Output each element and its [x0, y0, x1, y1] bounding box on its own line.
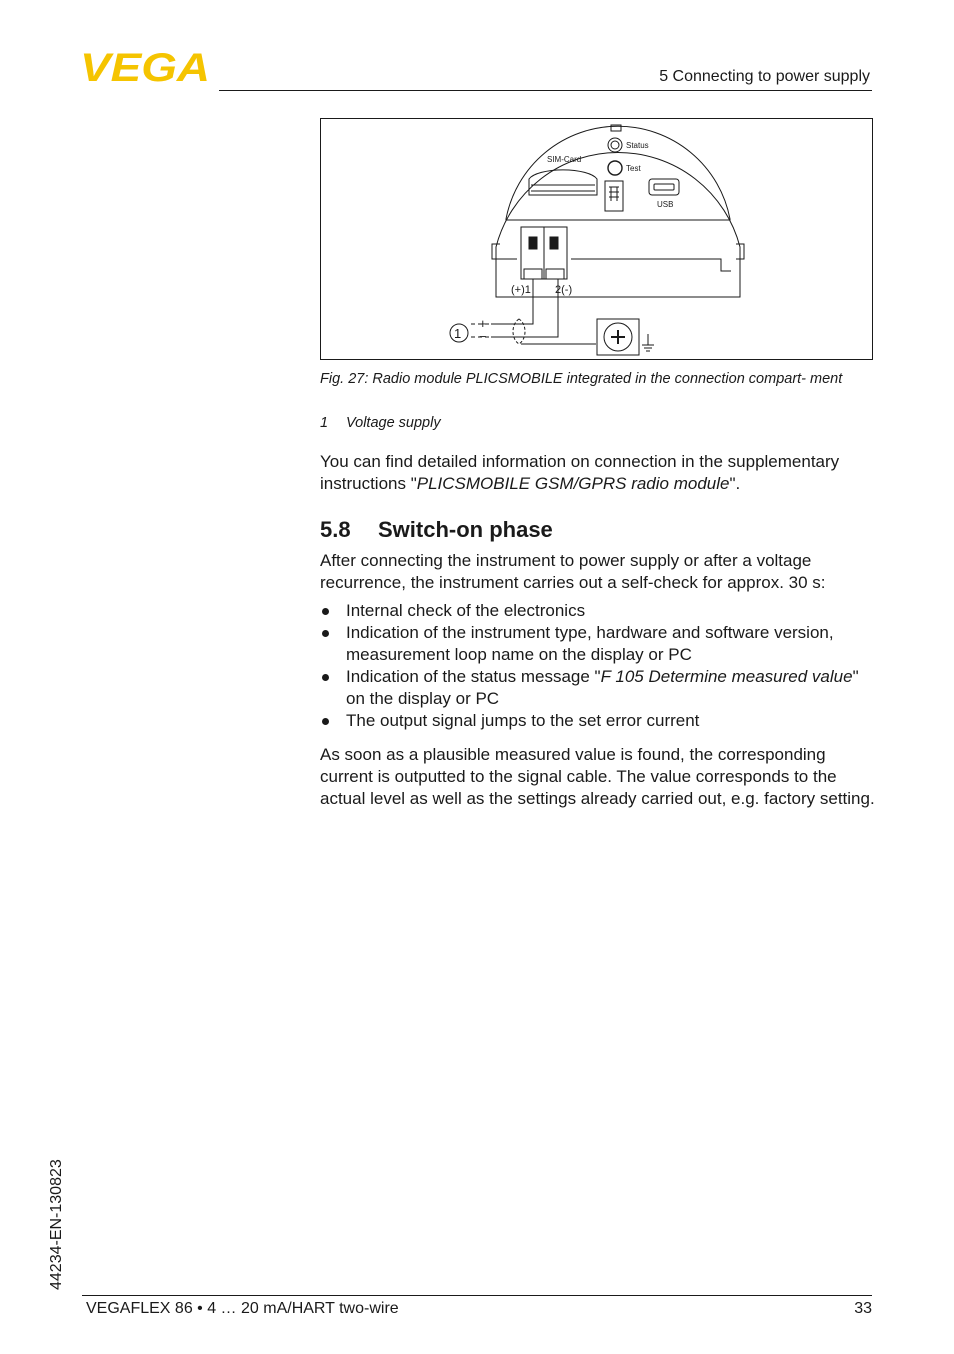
page-number: 33	[854, 1300, 872, 1317]
intro-doc-reference: PLICSMOBILE GSM/GPRS radio module	[416, 474, 730, 493]
section-heading	[320, 517, 553, 543]
outro-paragraph: As soon as a plausible measured value is found, the corresponding current is outputted to the signal cable. The value corresponds to the actual level as well as the settings already carried out, e.g. factory setting.	[320, 745, 875, 808]
list-item-text-end: " on the display or PC	[346, 667, 859, 708]
list-item	[320, 710, 875, 732]
vega-logo	[80, 50, 212, 84]
footer-product: VEGAFLEX 86 • 4 … 20 mA/HART two-wire	[86, 1300, 399, 1317]
list-item-text: The output signal jumps to the set error current	[346, 711, 700, 730]
running-header: 5 Connecting to power supply	[659, 68, 870, 85]
label-usb: USB	[657, 200, 674, 209]
test-button-icon	[608, 161, 622, 175]
figure-legend	[320, 415, 441, 431]
status-message: F 105 Determine measured value	[600, 667, 853, 686]
label-status: Status	[626, 141, 649, 150]
list-item-text: Internal check of the electronics	[346, 601, 586, 620]
label-sim-card: SIM-Card	[547, 155, 582, 164]
sim-switch-detail	[609, 187, 619, 201]
section-title: Switch-on phase	[378, 517, 553, 542]
bullet-icon	[322, 718, 329, 725]
earth-symbol-icon	[642, 334, 654, 351]
terminal-screw-2	[550, 237, 558, 249]
status-led-inner	[611, 141, 619, 149]
terminal-clamp-1	[524, 269, 542, 279]
label-plus: +	[479, 316, 487, 331]
label-terminal-1: (+)1	[511, 284, 531, 296]
intro-text-end: ".	[729, 474, 741, 493]
lead-paragraph: After connecting the instrument to power supply or after a voltage recurrence, the instrument carries out a self-check for approx. 30 s:	[320, 551, 826, 592]
bullet-icon	[322, 630, 329, 637]
vega-logo-mark	[80, 50, 212, 84]
callout-number: 1	[454, 326, 462, 341]
intro-paragraph	[320, 451, 875, 495]
legend-text: Voltage supply	[346, 415, 441, 431]
terminal-clamp-2	[546, 269, 564, 279]
sim-card-lines	[531, 185, 595, 191]
footer-divider	[82, 1295, 872, 1296]
document-id: 44234-EN-130823	[48, 1159, 65, 1290]
radio-module-diagram	[321, 119, 872, 359]
board-edge-line	[571, 259, 731, 271]
self-check-list	[320, 600, 875, 732]
label-terminal-2: 2(-)	[555, 284, 573, 296]
bullet-icon	[322, 608, 329, 615]
label-test: Test	[626, 164, 641, 173]
usb-port-inner	[654, 184, 674, 190]
list-item	[320, 600, 875, 622]
terminal-screw-1	[529, 237, 537, 249]
section-number: 5.8	[320, 517, 351, 542]
list-item	[320, 622, 875, 666]
legend-number: 1	[320, 415, 329, 431]
list-item-text: Indication of the instrument type, hardware and software version, measurement loop name on the display or PC	[346, 623, 834, 664]
bullet-icon	[322, 674, 329, 681]
list-item-text-start: Indication of the status message "	[346, 667, 601, 686]
status-led-icon	[608, 138, 622, 152]
sim-switch	[605, 181, 623, 211]
figure-frame	[320, 118, 873, 360]
list-item	[320, 666, 875, 710]
header-divider	[219, 90, 872, 91]
label-minus: −	[479, 329, 487, 344]
logo-lettering: VEGA	[80, 50, 210, 84]
cable-shield-icon	[513, 319, 525, 344]
figure-caption: Fig. 27: Radio module PLICSMOBILE integrated in the connection compart- ment	[320, 371, 843, 387]
intro-text-start: You can find detailed information on connection in the supplementary instructions "	[320, 452, 840, 493]
ground-screw-slot	[611, 330, 625, 344]
